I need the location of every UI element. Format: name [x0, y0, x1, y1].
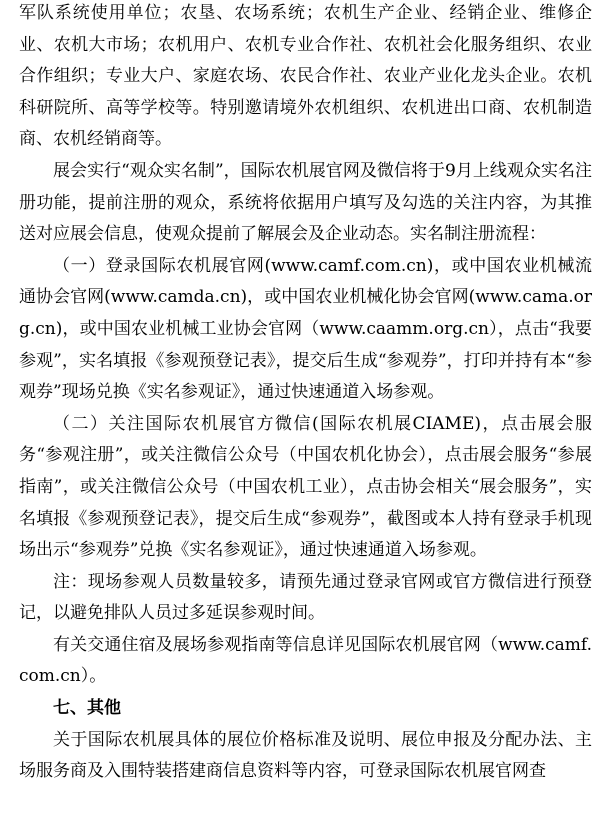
paragraph-5: 注：现场参观人员数量较多，请预先通过登录官网或官方微信进行预登记，以避免排队人员过多延误参观时间。 [19, 571, 592, 624]
paragraph-2: 展会实行“观众实名制”，国际农机展官网及微信将于9月上线观众实名注册功能，提前注册的观众，系统将依据用户填写及勾选的关注内容，为其推送对应展会信息，使观众提前了解展会及企业动态。实名制注册流程： [19, 160, 592, 245]
paragraph-7: 关于国际农机展具体的展位价格标准及说明、展位申报及分配办法、主场服务商及入围特装搭建商信息资料等内容，可登录国际农机展官网查 [19, 729, 592, 782]
paragraph-1: 军队系统使用单位；农垦、农场系统；农机生产企业、经销企业、维修企业、农机大市场；农机用户、农机专业合作社、农机社会化服务组织、农业合作组织；专业大户、家庭农场、农民合作社、农业产业化龙头企业。农机科研院所、高等学校等。特别邀请境外农机组织、农机进出口商、农机制造商、农机经销商等。 [19, 3, 592, 150]
section-heading: 七、其他 [53, 698, 121, 719]
paragraph-3: （一）登录国际农机展官网(www.camf.com.cn)，或中国农业机械流通协会官网(www.camda.cn)，或中国农业机械化协会官网(www.cama.org.cn)，或中国农业机械工业协会官网（www.caamm.org.cn），点击“我要参观”，实名填报《参观预登记表》，提交后生成“参观券”，打印并持有本“参观券”现场兑换《实名参观证》，通过快速通道入场参观。 [19, 255, 592, 403]
paragraph-6: 有关交通住宿及展场参观指南等信息详见国际农机展官网（www.camf.com.cn）。 [19, 634, 592, 687]
paragraph-4: （二）关注国际农机展官方微信(国际农机展CIAME)，点击展会服务“参观注册”，或关注微信公众号（中国农机化协会），点击展会服务“参展指南”，或关注微信公众号（中国农机工业），点击协会相关“展会服务”，实名填报《参观预登记表》，提交后生成“参观券”，截图或本人持有登录手机现场出示“参观券”兑换《实名参观证》，通过快速通道入场参观。 [19, 413, 592, 561]
